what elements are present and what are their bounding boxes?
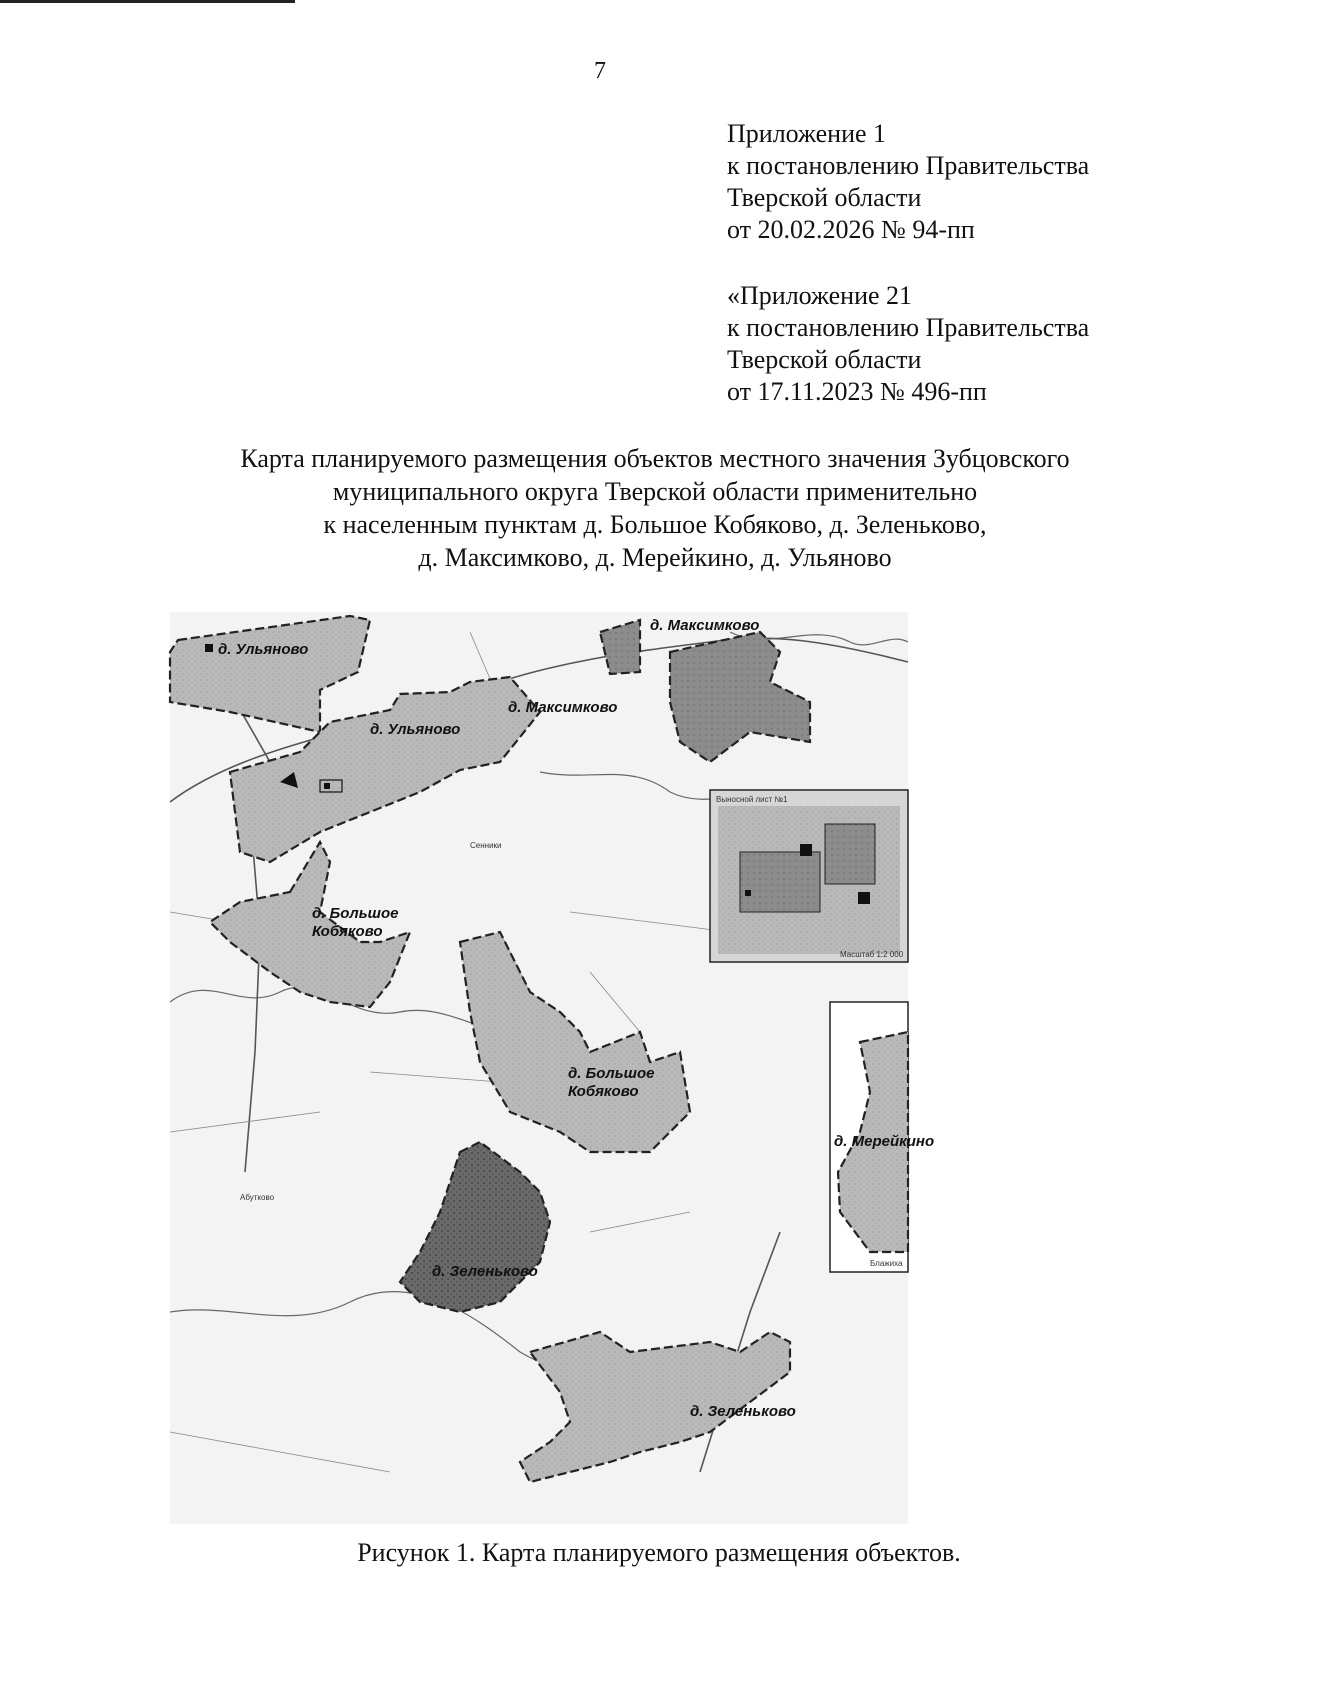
label-minor-sensky: Сенники bbox=[470, 841, 502, 850]
label-zelenkovo-2: д. Зеленьково bbox=[690, 1403, 796, 1420]
inset-object-marker bbox=[800, 844, 812, 856]
appendix-21-line4: от 17.11.2023 № 496-пп bbox=[727, 377, 987, 406]
appendix-1-line1: Приложение 1 bbox=[727, 119, 887, 148]
label-mereikino: д. Мерейкино bbox=[834, 1133, 935, 1150]
inset-object-marker bbox=[745, 890, 751, 896]
label-zelenkovo-1: д. Зеленьково bbox=[432, 1263, 538, 1280]
scan-edge-line bbox=[0, 0, 295, 3]
title-line2: муниципального округа Тверской области применительно bbox=[332, 477, 978, 506]
appendix-21-block bbox=[727, 280, 1089, 408]
appendix-21-line2: к постановлению Правительства bbox=[727, 313, 1090, 342]
figure-caption: Рисунок 1. Карта планируемого размещения объектов. bbox=[357, 1538, 961, 1567]
inset-sheet-scale: Масштаб 1:2 000 bbox=[840, 950, 904, 959]
appendix-21-line1: «Приложение 21 bbox=[727, 281, 913, 310]
title-line3: к населенным пунктам д. Большое Кобяково, д. Зеленьково, bbox=[323, 510, 987, 539]
appendix-1-line4: от 20.02.2026 № 94-пп bbox=[727, 215, 975, 244]
label-bolshoe-kobyakovo-1b: Кобяково bbox=[312, 923, 383, 940]
appendix-21-line3: Тверской области bbox=[727, 345, 922, 374]
inset-parcel bbox=[740, 852, 820, 912]
title-line4: д. Максимково, д. Мерейкино, д. Ульяново bbox=[418, 543, 892, 572]
label-bolshoe-kobyakovo-2a: д. Большое bbox=[568, 1065, 655, 1082]
label-minor-abutkovo: Абутково bbox=[240, 1193, 275, 1202]
label-ulyanovo-top: д. Ульяново bbox=[218, 641, 309, 658]
inset-object-marker bbox=[858, 892, 870, 904]
title-line1: Карта планируемого размещения объектов местного значения Зубцовского bbox=[240, 444, 1070, 473]
planning-map bbox=[170, 612, 935, 1524]
label-bolshoe-kobyakovo-2b: Кобяково bbox=[568, 1083, 639, 1100]
label-maksimkovo-main: д. Максимково bbox=[508, 699, 618, 716]
appendix-1-block bbox=[727, 118, 1089, 246]
label-ulyanovo-main: д. Ульяново bbox=[370, 721, 461, 738]
inset-sheet-1 bbox=[710, 790, 908, 962]
appendix-1-line3: Тверской области bbox=[727, 183, 922, 212]
document-title bbox=[0, 442, 1310, 574]
object-marker bbox=[205, 644, 213, 652]
object-marker bbox=[324, 783, 330, 789]
label-maksimkovo-top: д. Максимково bbox=[650, 617, 760, 634]
label-bolshoe-kobyakovo-1a: д. Большое bbox=[312, 905, 399, 922]
inset-sheet-title: Выносной лист №1 bbox=[716, 795, 788, 804]
appendix-1-line2: к постановлению Правительства bbox=[727, 151, 1090, 180]
page-number: 7 bbox=[594, 58, 606, 84]
inset-parcel bbox=[825, 824, 875, 884]
label-minor-blazhnikha: Блажиха bbox=[870, 1259, 903, 1268]
